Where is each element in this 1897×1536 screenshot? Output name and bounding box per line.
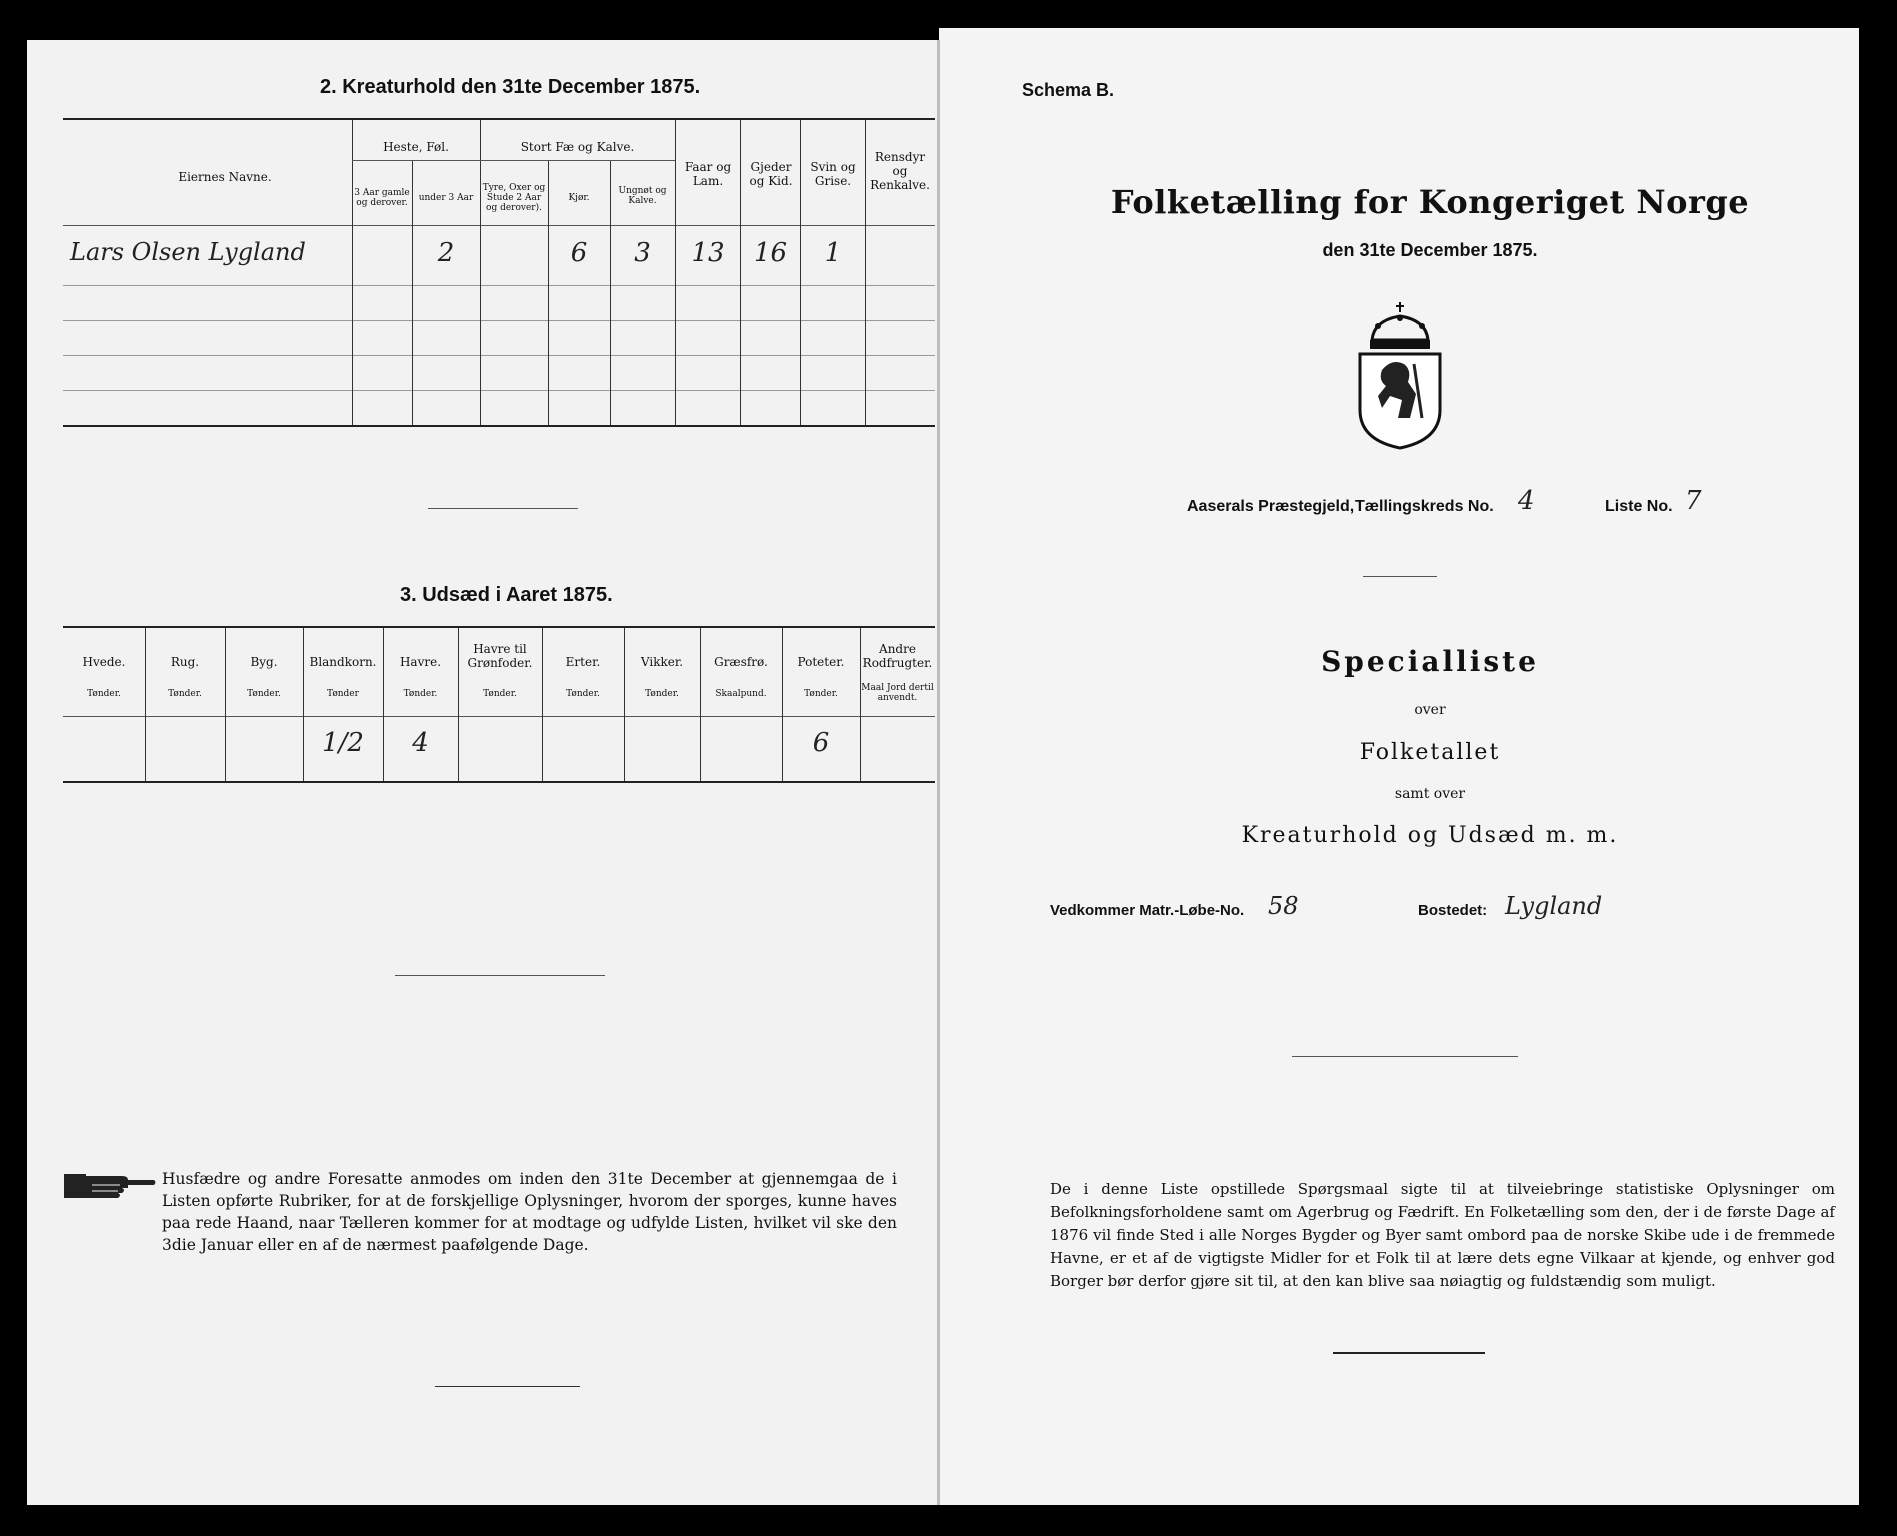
bosted-label: Bostedet: xyxy=(1418,902,1488,919)
value-young-cattle: 3 xyxy=(634,238,651,268)
matr-number: 58 xyxy=(1268,892,1299,920)
sowing-bottom-rule xyxy=(63,781,935,783)
header-horses: Heste, Føl. xyxy=(383,140,449,154)
value-sheep: 13 xyxy=(691,238,725,268)
samt-over-label: samt over xyxy=(1394,786,1466,802)
col-divider xyxy=(675,120,676,425)
sowing-header-unit: Tønder. xyxy=(804,689,838,699)
list-number: 7 xyxy=(1685,486,1702,516)
col-divider xyxy=(624,628,625,781)
col-divider xyxy=(542,628,543,781)
pointing-hand-icon xyxy=(62,1168,158,1204)
subheader-horses-under3: under 3 Aar xyxy=(418,193,474,203)
livestock-title: 2. Kreaturhold den 31te December 1875. xyxy=(320,76,701,98)
value-goats: 16 xyxy=(753,238,788,268)
sowing-header-unit: Tønder. xyxy=(403,689,438,699)
value-pigs: 1 xyxy=(824,238,842,268)
header-sheep: Faar og Lam. xyxy=(684,160,732,188)
sowing-header-name: Rug. xyxy=(170,655,200,669)
subheader-rule xyxy=(352,160,675,161)
sowing-header-name: Poteter. xyxy=(797,655,845,669)
sowing-top-rule xyxy=(63,626,935,628)
col-divider xyxy=(700,628,701,781)
sowing-header-name: Erter. xyxy=(565,655,601,669)
livestock-top-rule xyxy=(63,118,935,120)
col-divider xyxy=(352,120,353,425)
sowing-header-unit: Tønder. xyxy=(247,689,281,699)
sowing-header-unit: Tønder. xyxy=(168,689,202,699)
col-divider xyxy=(740,120,741,425)
sowing-header-unit: Tønder. xyxy=(566,689,600,699)
value-cows: 6 xyxy=(570,238,588,268)
subheader-young-cattle: Ungnøt og Kalve. xyxy=(618,186,667,206)
value-horses-under3: 2 xyxy=(437,238,455,268)
separator xyxy=(428,508,578,509)
sowing-header-unit: Skaalpund. xyxy=(715,689,767,699)
parish-label: Aaserals Præstegjeld, xyxy=(1187,498,1355,515)
sowing-header-name: Havre. xyxy=(399,655,442,669)
sowing-header-name: Vikker. xyxy=(640,655,684,669)
row-line xyxy=(63,390,935,391)
separator xyxy=(395,975,605,976)
col-divider xyxy=(303,628,304,781)
census-title: Folketælling for Kongeriget Norge xyxy=(1110,183,1750,221)
header-goats: Gjeder og Kid. xyxy=(749,160,793,188)
norway-coat-of-arms-icon xyxy=(1352,300,1448,450)
header-cattle: Stort Fæ og Kalve. xyxy=(520,140,635,154)
livestock-header-rule xyxy=(63,225,935,226)
over-label: over xyxy=(1414,702,1446,718)
sowing-header-rule xyxy=(63,716,935,717)
sowing-header-name: Havre til Grønfoder. xyxy=(467,642,533,670)
subheader-bulls: Tyre, Oxer og Stude 2 Aar og derover). xyxy=(482,183,546,213)
separator xyxy=(1363,576,1437,577)
sowing-header-name: Græsfrø. xyxy=(714,655,768,669)
census-purpose-text: De i denne Liste opstillede Spørgsmaal sigte til at tilveiebringe statistiske Oplysninger om Befolkningsforholdene samt om Agerbrug og Fædrift. En Folketælling som den, der i de første Dage af 1876 vil finde Sted i alle Norges Bygder og Byer samt ombord paa de norske Skibe ude i de fremmede Havne, er et af de vigtigste Midler for et Folk til at lære dets egne Vilkaar at kjende, og enhver god Borger bør derfor gjøre sit til, at den kan blive saa nøiagtig og fuldstændig som muligt. xyxy=(1050,1180,1835,1290)
owner-name: Lars Olsen Lygland xyxy=(70,238,306,266)
sowing-value: 4 xyxy=(412,728,429,758)
col-divider xyxy=(225,628,226,781)
sowing-header-name: Blandkorn. xyxy=(309,655,377,669)
sowing-header-unit: Tønder. xyxy=(483,689,517,699)
header-reindeer: Rensdyr og Renkalve. xyxy=(870,150,930,192)
sowing-header-unit: Maal Jord dertil anvendt. xyxy=(861,683,934,703)
col-divider xyxy=(383,628,384,781)
sowing-value: 6 xyxy=(812,728,830,758)
ornament-line xyxy=(435,1386,580,1387)
sowing-header-unit: Tønder. xyxy=(645,689,679,699)
bleed-through-text xyxy=(30,270,88,1390)
bottom-rule xyxy=(1333,1352,1485,1354)
sowing-header-name: Hvede. xyxy=(82,655,126,669)
header-pigs: Svin og Grise. xyxy=(810,160,856,188)
sowing-header-name: Byg. xyxy=(250,655,278,669)
livestock-bottom-rule xyxy=(63,425,935,427)
separator xyxy=(1292,1056,1518,1057)
census-date: den 31te December 1875. xyxy=(1322,240,1538,260)
row-line xyxy=(63,320,935,321)
row-line xyxy=(63,355,935,356)
district-label: Tællingskreds No. xyxy=(1355,498,1494,515)
livestock-sowing-heading: Kreaturhold og Udsæd m. m. xyxy=(1241,823,1619,848)
district-number: 4 xyxy=(1518,486,1535,516)
sowing-header-unit: Tønder xyxy=(327,689,359,699)
sowing-header-unit: Tønder. xyxy=(87,689,121,699)
matr-label: Vedkommer Matr.-Løbe-No. xyxy=(1050,902,1245,919)
special-list-heading: Specialliste xyxy=(1321,645,1539,678)
folketallet-heading: Folketallet xyxy=(1359,740,1501,765)
col-divider xyxy=(480,120,481,425)
sowing-header-name: Andre Rodfrugter. xyxy=(862,642,933,670)
col-divider xyxy=(145,628,146,781)
row-line xyxy=(63,285,935,286)
list-label: Liste No. xyxy=(1605,498,1673,515)
page-spine xyxy=(937,40,940,1505)
schema-label: Schema B. xyxy=(1022,80,1115,100)
subheader-horses-3yr: 3 Aar gamle og derover. xyxy=(354,188,410,208)
sowing-value: 1/2 xyxy=(322,728,364,758)
col-divider xyxy=(782,628,783,781)
subheader-cows: Kjør. xyxy=(568,193,590,203)
bosted-value: Lygland xyxy=(1505,892,1603,920)
col-divider xyxy=(800,120,801,425)
sowing-title: 3. Udsæd i Aaret 1875. xyxy=(400,584,613,606)
header-owner: Eiernes Navne. xyxy=(178,170,272,184)
notice-text: Husfædre og andre Foresatte anmodes om inden den 31te December at gjennemgaa de i Listen opførte Rubriker, for at de forskjellige Oplysninger, hvorom der sporges, kunne haves paa rede Haand, naar Tælleren kommer for at modtage og udfylde Listen, hvilket vil ske den 3die Januar eller en af de nærmest paafølgende Dage. xyxy=(162,1170,897,1254)
